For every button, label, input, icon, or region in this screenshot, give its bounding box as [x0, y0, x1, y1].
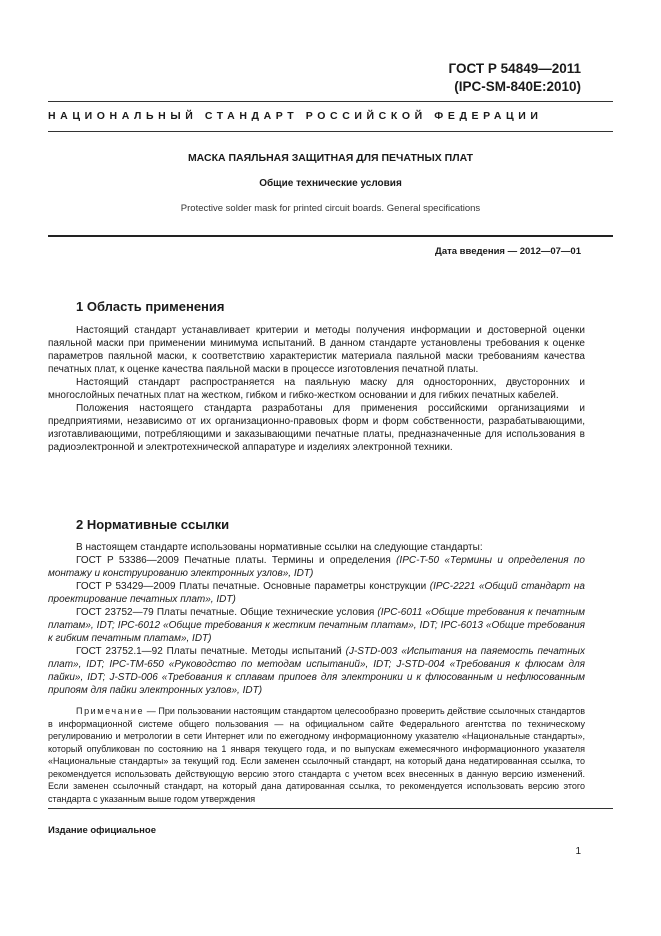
section-1-heading: 1 Область применения	[76, 299, 225, 314]
reference-equivalent: (J-STD-003 «Испытания на паяемость печатных плат», IDT; IPC-TM-650 «Руководство по методам испытаний», IDT; J-STD-004 «Требования к флюсам для пайки», IDT; J-STD-006 «Требования к сплавам припоев для электроники и к флюсованным и нефлюсованным припоям для пайки электронных узлов», IDT)	[48, 646, 585, 696]
english-title: Protective solder mask for printed circuit boards. General specifications	[180, 203, 481, 214]
banner-divider	[48, 131, 613, 132]
document-title: МАСКА ПАЯЛЬНАЯ ЗАЩИТНАЯ ДЛЯ ПЕЧАТНЫХ ПЛАТ	[187, 152, 474, 164]
paragraph: Настоящий стандарт распространяется на паяльную маску для односторонних, двусторонних и многослойных печатных плат на жестком, гибком и гибко-жестком основании и для гибких печатных кабелей.	[48, 377, 585, 401]
page-number: 1	[575, 846, 581, 857]
reference-standard: ГОСТ 23752.1—92 Платы печатные. Методы испытаний	[76, 646, 346, 657]
official-edition-label: Издание официальное	[48, 825, 156, 836]
ipc-number: (IPC-SM-840E:2010)	[454, 79, 581, 94]
footer-divider	[48, 808, 613, 809]
document-subtitle: Общие технические условия	[259, 178, 402, 189]
reference-item	[48, 554, 585, 580]
title-divider	[48, 235, 613, 237]
note-paragraph	[48, 705, 585, 805]
national-standard-banner: НАЦИОНАЛЬНЫЙ СТАНДАРТ РОССИЙСКОЙ ФЕДЕРАЦИИ	[48, 110, 543, 122]
reference-equivalent: (IPC-T-50 «Термины и определения по монтажу и конструированию электронных узлов», IDT)	[48, 555, 585, 579]
gost-number: ГОСТ Р 54849—2011	[448, 61, 581, 76]
reference-item	[48, 645, 585, 697]
note-label: Примечание	[76, 706, 145, 716]
note-block	[48, 705, 585, 805]
note-text: — При пользовании настоящим стандартом целесообразно проверить действие ссылочных стандартов в информационной системе общего пользования — на официальном сайте Федерального агентства по техническому регулированию и метрологии в сети Интернет или по ежегодному информационному указателю «Национальные стандарты», который опубликован по состоянию на 1 января текущего года, и по выпускам ежемесячного информационного указателя «Национальные стандарты» за текущий год. Если заменен ссылочный стандарт, на который дана недатированная ссылка, то рекомендуется использовать действующую версию этого стандарта с учетом всех внесенных в данную версию изменений. Если заменен ссылочный стандарт, на который дана датированная ссылка, то рекомендуется использовать версию этого стандарта с указанным выше годом утверждения	[48, 706, 585, 804]
reference-equivalent: (IPC-2221 «Общий стандарт на проектирование печатных плат», IDT)	[48, 581, 585, 605]
introduction-date: Дата введения — 2012—07—01	[435, 246, 581, 257]
reference-item	[48, 606, 585, 645]
section-2-body	[48, 541, 585, 697]
header-divider	[48, 101, 613, 102]
section-2-heading: 2 Нормативные ссылки	[76, 517, 230, 532]
paragraph: Настоящий стандарт устанавливает критерии и методы получения информации и достоверной оценки паяльной маски при применении минимума испытаний. В данном стандарте установлены требования к оценке параметров паяльной маски, к соответствию характеристик материала паяльной маски требованиям качества печатных плат, к оценке качества паяльной маски в процессе изготовления печатной платы.	[48, 325, 585, 375]
reference-standard: ГОСТ Р 53386—2009 Печатные платы. Термины и определения	[76, 555, 397, 566]
paragraph: Положения настоящего стандарта разработаны для применения российскими организациями и предприятиями, независимо от их организационно-правовых форм и форм собственности, разрабатывающими, изготавливающими, потребляющими и заказывающими печатные платы, предназначенные для использования в радиоэлектронной и электротехнической аппаратуре и изделиях электронной техники.	[48, 403, 585, 453]
section-1-body	[48, 324, 585, 454]
references-intro: В настоящем стандарте использованы нормативные ссылки на следующие стандарты:	[76, 542, 483, 553]
document-number	[449, 60, 581, 96]
reference-standard: ГОСТ 23752—79 Платы печатные. Общие технические условия	[76, 607, 378, 618]
reference-equivalent: (IPC-6011 «Общие требования к печатным платам», IDT; IPC-6012 «Общие требования к жестким печатным платам», IDT; IPC-6013 «Общие требования к гибким печатным платам», IDT)	[48, 607, 585, 644]
reference-item	[48, 580, 585, 606]
reference-standard: ГОСТ Р 53429—2009 Платы печатные. Основные параметры конструкции	[76, 581, 430, 592]
